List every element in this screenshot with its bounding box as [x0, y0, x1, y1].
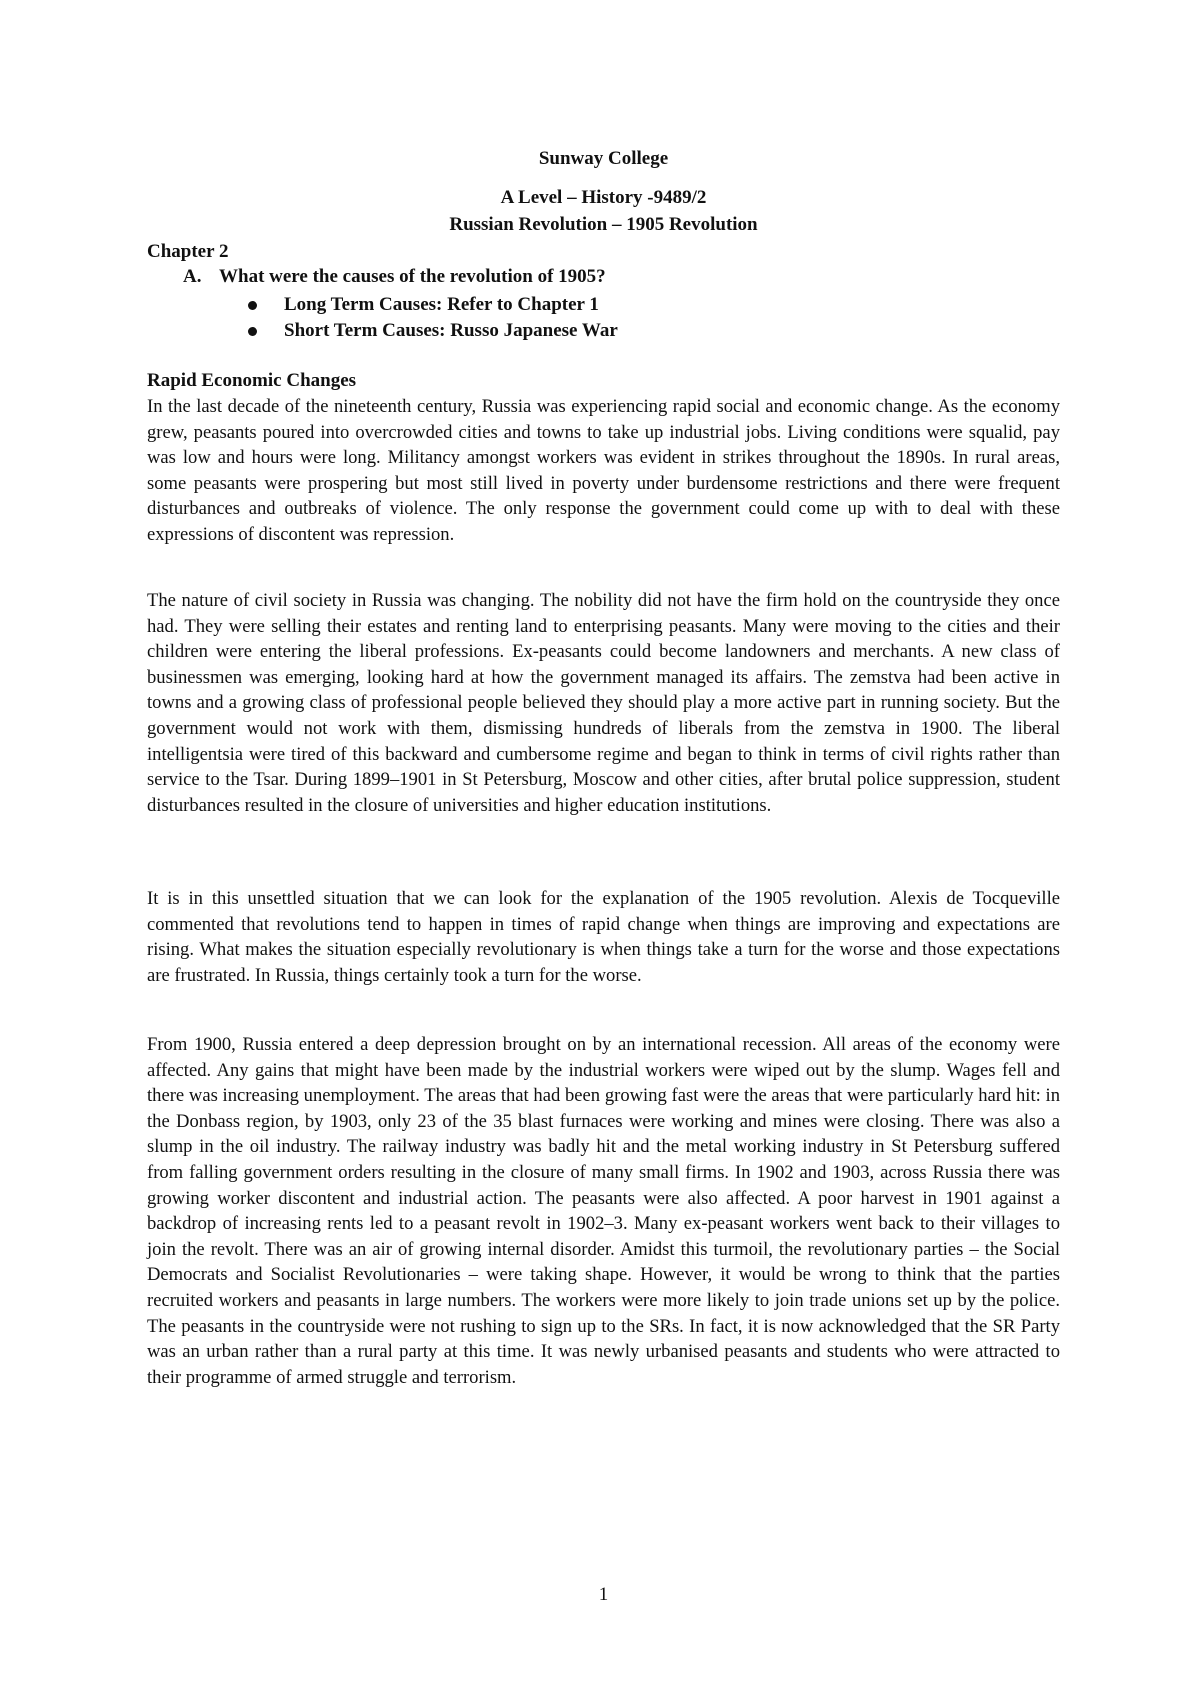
question-heading [183, 266, 606, 288]
topic-line: Russian Revolution – 1905 Revolution [449, 214, 758, 235]
body-paragraph: In the last decade of the nineteenth century, Russia was experiencing rapid social and economic change. As the economy grew, peasants poured into overcrowded cities and towns to take up industrial jobs. Living conditions were squalid, pay was low and hours were long. Militancy amongst workers was evident in strikes throughout the 1890s. In rural areas, some peasants were prospering but most still lived in poverty under burdensome restrictions and there were frequent disturbances and outbreaks of violence. The only response the government could come up with to deal with these expressions of discontent was repression. [147, 396, 1060, 545]
question-letter: A. [183, 266, 202, 287]
page-number: 1 [598, 1584, 609, 1605]
cause-text: Long Term Causes: Refer to Chapter 1 [284, 294, 599, 315]
document-page [147, 0, 1060, 1696]
cause-text: Short Term Causes: Russo Japanese War [284, 320, 618, 341]
question-text: What were the causes of the revolution of 1905? [219, 266, 606, 287]
list-item [248, 318, 618, 344]
bullet-icon [248, 301, 257, 310]
body-paragraph: The nature of civil society in Russia was changing. The nobility did not have the firm hold on the countryside they once had. They were selling their estates and renting land to enterprising peasants. Many were moving to the cities and their children were entering the liberal professions. Ex-peasants could become landowners and merchants. A new class of businessmen was emerging, looking hard at how the government managed its affairs. The zemstva had been active in towns and a growing class of professional people believed they should play a more active part in running society. But the government would not work with them, dismissing hundreds of liberals from the zemstva in 1900. The liberal intelligentsia were tired of this backward and cumbersome regime and began to think in terms of civil rights rather than service to the Tsar. During 1899–1901 in St Petersburg, Moscow and other cities, after brutal police suppression, student disturbances resulted in the closure of universities and higher education institutions. [147, 590, 1060, 816]
section-heading: Rapid Economic Changes [147, 370, 357, 391]
bullet-icon [248, 327, 257, 336]
list-item [248, 292, 618, 318]
causes-list [248, 292, 618, 344]
body-paragraph: From 1900, Russia entered a deep depression brought on by an international recession. All areas of the economy were affected. Any gains that might have been made by the industrial workers were wiped out by the slump. Wages fell and there was increasing unemployment. The areas that had been growing fast were the areas that were particularly hard hit: in the Donbass region, by 1903, only 23 of the 35 blast furnaces were working and mines were closing. There was also a slump in the oil industry. The railway industry was badly hit and the metal working industry in St Petersburg suffered from falling government orders resulting in the closure of many small firms. In 1902 and 1903, across Russia there was growing worker discontent and industrial action. The peasants were also affected. A poor harvest in 1901 against a backdrop of increasing rents led to a peasant revolt in 1902–3. Many ex-peasant workers went back to their villages to join the revolt. There was an air of growing internal disorder. Amidst this turmoil, the revolutionary parties – the Social Democrats and Socialist Revolutionaries – were taking shape. However, it would be wrong to think that the parties recruited workers and peasants in large numbers. The workers were more likely to join trade unions set up by the police. The peasants in the countryside were not rushing to sign up to the SRs. In fact, it is now acknowledged that the SR Party was an urban rather than a rural party at this time. It was newly urbanised peasants and students who were attracted to their programme of armed struggle and terrorism. [147, 1034, 1060, 1388]
chapter-heading: Chapter 2 [147, 241, 229, 262]
body-paragraph: It is in this unsettled situation that we can look for the explanation of the 1905 revolution. Alexis de Tocqueville commented that revolutions tend to happen in times of rapid change when things are improving and expectations are rising. What makes the situation especially revolutionary is when things take a turn for the worse and those expectations are frustrated. In Russia, things certainly took a turn for the worse. [147, 888, 1060, 986]
subject-line: A Level – History -9489/2 [500, 187, 707, 208]
college-title: Sunway College [538, 148, 669, 169]
